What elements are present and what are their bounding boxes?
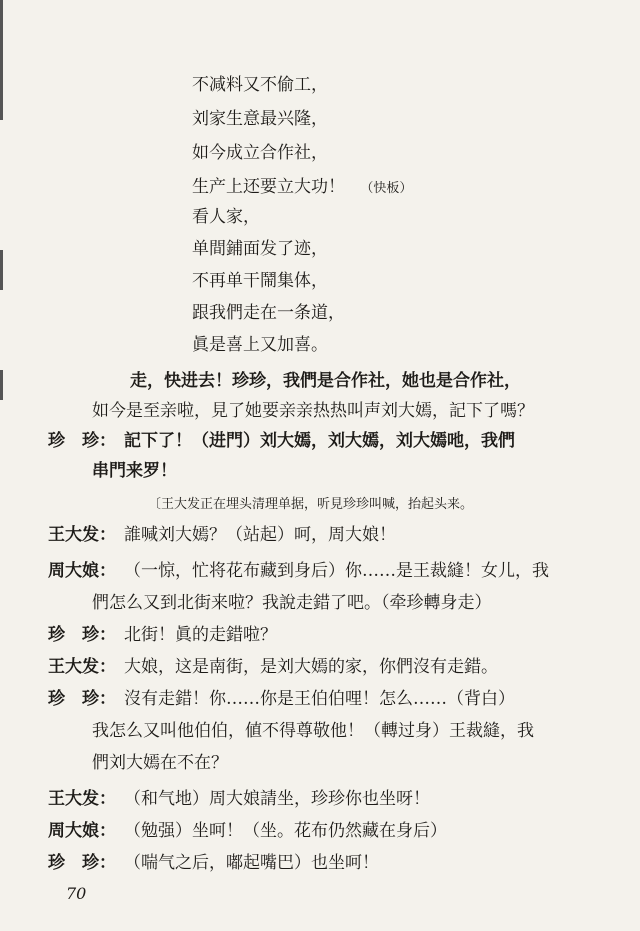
dialogue-line: 沒有走錯！你……你是王伯伯哩！怎么……（背白） <box>124 689 515 709</box>
dialogue-line: 我怎么又叫他伯伯，値不得尊敬他！（轉过身）王裁縫，我 <box>92 721 534 741</box>
verse-note: （快板） <box>360 181 413 196</box>
dialogue-line: 串門来罗！ <box>92 461 177 481</box>
verse-line-3: 如今成立合作社， <box>192 143 328 163</box>
dialogue-line: 記下了！（进門）刘大嫣，刘大嫣，刘大嫣吔，我們 <box>124 431 515 451</box>
speaker-label: 珍 珍： <box>48 853 116 873</box>
speaker-label: 周大娘： <box>48 561 116 581</box>
dialogue-line: 大娘，这是南街，是刘大嫣的家，你們沒有走錯。 <box>124 657 498 677</box>
speaker-label: 珍 珍： <box>48 689 116 709</box>
verse-line-6: 单間鋪面发了迹， <box>192 239 328 259</box>
verse-line-7: 不再单干鬧集体， <box>192 271 328 291</box>
stage-direction: 〔王大发正在埋头清理单据，听見珍珍叫喊，抬起头来。 <box>148 497 474 512</box>
verse-line-4-text: 生产上还要立大功！ <box>192 177 345 197</box>
verse-line-8: 跟我們走在一条道， <box>192 303 345 323</box>
dialogue-line: 北街！眞的走錯啦？ <box>124 625 277 645</box>
dialogue-line: 誰喊刘大嫣？（站起）呵，周大娘！ <box>124 525 396 545</box>
page-number: 70 <box>66 884 87 903</box>
speaker-label: 王大发： <box>48 789 116 809</box>
narration-line-2: 如今是至亲啦，見了她要亲亲热热叫声刘大嫣，記下了嗎？ <box>92 401 534 421</box>
verse-line-5: 看人家， <box>192 207 260 227</box>
dialogue-line: 們刘大嫣在不在？ <box>92 753 228 773</box>
dialogue-line: （和气地）周大娘請坐，珍珍你也坐呀！ <box>124 789 430 809</box>
speaker-label: 珍 珍： <box>48 625 116 645</box>
dialogue-line: （喘气之后，嘟起嘴巴）也坐呵！ <box>124 853 379 873</box>
speaker-label: 王大发： <box>48 525 116 545</box>
dialogue-line: （一惊，忙将花布藏到身后）你……是王裁縫！女儿，我 <box>124 561 549 581</box>
scan-edge-mark <box>0 250 3 290</box>
scan-edge-mark <box>0 0 3 120</box>
verse-line-9: 眞是喜上又加喜。 <box>192 335 328 355</box>
speaker-label: 珍 珍： <box>48 431 116 451</box>
verse-line-1: 不减料又不偷工， <box>192 75 328 95</box>
dialogue-line: （勉强）坐呵！（坐。花布仍然藏在身后） <box>124 821 447 841</box>
speaker-label: 周大娘： <box>48 821 116 841</box>
speaker-label: 王大发： <box>48 657 116 677</box>
dialogue-line: 們怎么又到北街来啦？我說走錯了吧。（牵珍轉身走） <box>92 593 492 613</box>
verse-line-4 <box>192 176 412 200</box>
narration-line-1: 走，快进去！珍珍，我們是合作社，她也是合作社， <box>130 371 521 391</box>
scan-edge-mark <box>0 370 3 400</box>
verse-line-2: 刘家生意最兴隆， <box>192 109 328 129</box>
